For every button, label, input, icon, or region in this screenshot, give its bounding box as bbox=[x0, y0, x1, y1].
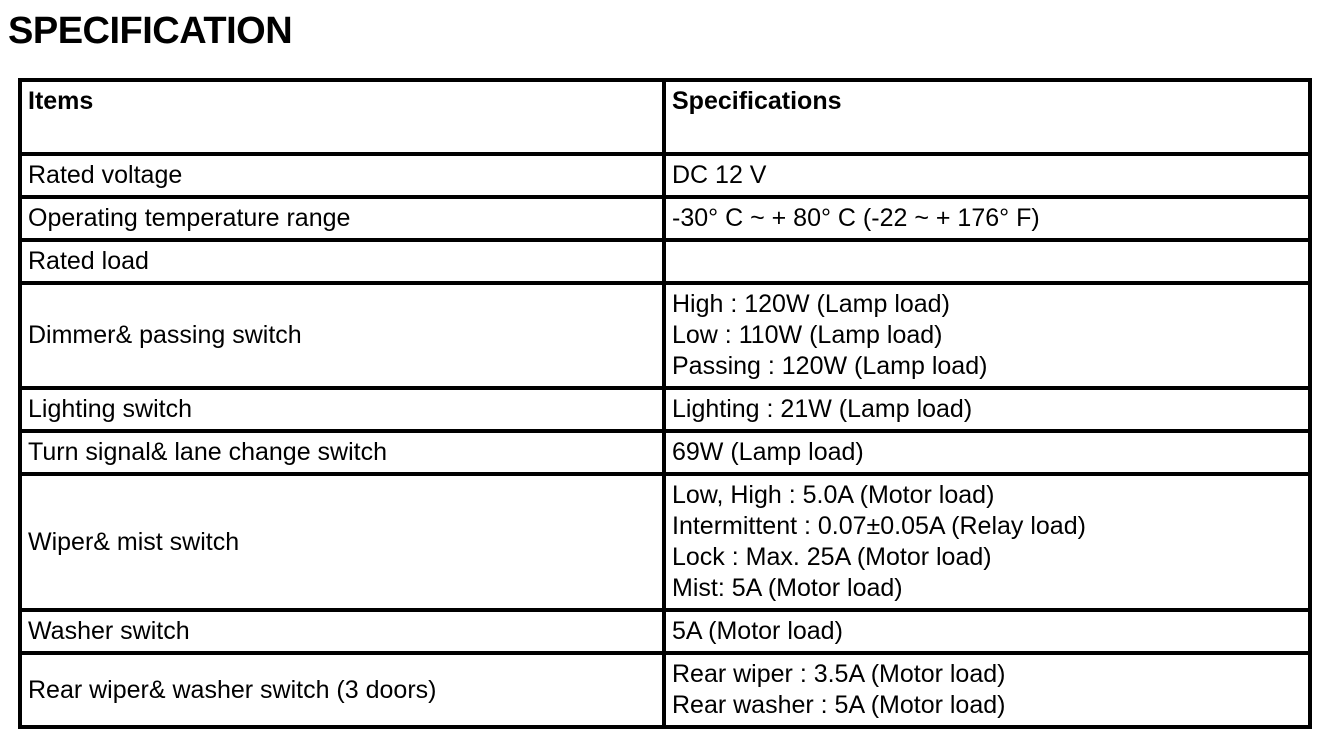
spec-line: Intermittent : 0.07±0.05A (Relay load) bbox=[672, 512, 1086, 540]
spec-cell bbox=[664, 240, 1310, 283]
spec-line: Rear wiper : 3.5A (Motor load) bbox=[672, 660, 1006, 688]
table-row bbox=[20, 610, 1310, 653]
spec-line: Rear washer : 5A (Motor load) bbox=[672, 691, 1006, 719]
spec-line: DC 12 V bbox=[672, 161, 767, 189]
spec-cell bbox=[664, 154, 1310, 197]
item-cell: Rated voltage bbox=[20, 154, 664, 197]
spec-line: High : 120W (Lamp load) bbox=[672, 290, 950, 318]
table-row bbox=[20, 431, 1310, 474]
spec-cell bbox=[664, 653, 1310, 727]
spec-line: Lock : Max. 25A (Motor load) bbox=[672, 543, 992, 571]
spec-cell bbox=[664, 388, 1310, 431]
spec-line: Lighting : 21W (Lamp load) bbox=[672, 395, 973, 423]
spec-line: 5A (Motor load) bbox=[672, 617, 843, 645]
table-row bbox=[20, 653, 1310, 727]
spec-cell bbox=[664, 610, 1310, 653]
item-cell: Rear wiper& washer switch (3 doors) bbox=[20, 653, 664, 727]
item-cell: Turn signal& lane change switch bbox=[20, 431, 664, 474]
spec-line: Mist: 5A (Motor load) bbox=[672, 574, 903, 602]
spec-cell bbox=[664, 197, 1310, 240]
item-cell: Wiper& mist switch bbox=[20, 474, 664, 610]
item-cell: Dimmer& passing switch bbox=[20, 283, 664, 388]
spec-line: -30° C ~ + 80° C (-22 ~ + 176° F) bbox=[672, 204, 1040, 232]
item-cell: Washer switch bbox=[20, 610, 664, 653]
spec-cell bbox=[664, 474, 1310, 610]
specification-table bbox=[18, 78, 1312, 729]
specifications-column-header: Specifications bbox=[664, 80, 1310, 154]
table-row bbox=[20, 474, 1310, 610]
item-cell: Rated load bbox=[20, 240, 664, 283]
table-header-row bbox=[20, 80, 1310, 154]
items-column-header: Items bbox=[20, 80, 664, 154]
item-cell: Operating temperature range bbox=[20, 197, 664, 240]
table-row bbox=[20, 154, 1310, 197]
spec-line: Low, High : 5.0A (Motor load) bbox=[672, 481, 995, 509]
page-title: SPECIFICATION bbox=[8, 10, 293, 52]
table-row bbox=[20, 283, 1310, 388]
spec-cell bbox=[664, 431, 1310, 474]
spec-line: 69W (Lamp load) bbox=[672, 438, 864, 466]
spec-cell bbox=[664, 283, 1310, 388]
table-row bbox=[20, 240, 1310, 283]
table-row bbox=[20, 388, 1310, 431]
spec-line: Low : 110W (Lamp load) bbox=[672, 321, 943, 349]
spec-line: Passing : 120W (Lamp load) bbox=[672, 352, 988, 380]
table-row bbox=[20, 197, 1310, 240]
item-cell: Lighting switch bbox=[20, 388, 664, 431]
